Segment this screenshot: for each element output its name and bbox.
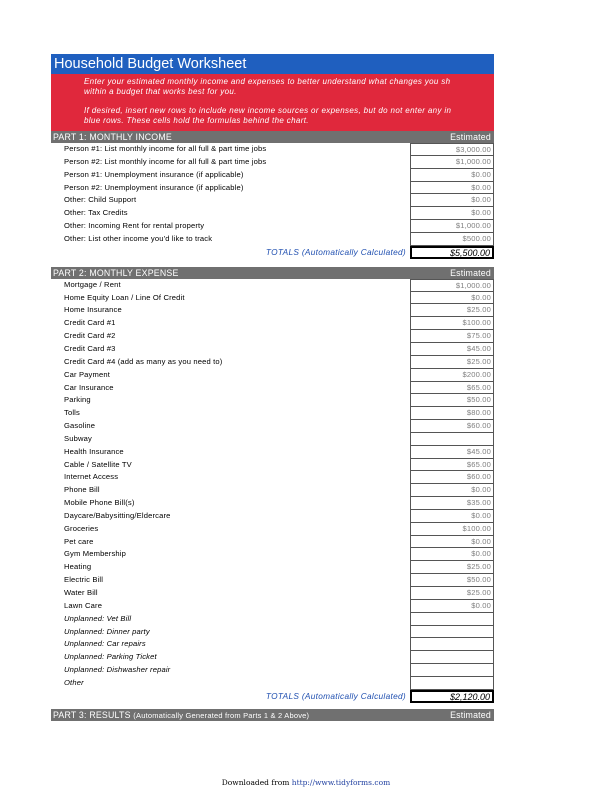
income-item-label: Person #1: Unemployment insurance (if applicable) bbox=[64, 169, 244, 179]
expense-row bbox=[51, 382, 494, 395]
expense-row bbox=[51, 304, 494, 317]
expense-item-label: Credit Card #2 bbox=[64, 331, 116, 341]
income-item-label: Other: Child Support bbox=[64, 195, 137, 205]
expense-item-label: Unplanned: Dinner party bbox=[64, 626, 150, 636]
income-estimated-cell[interactable]: $0.00 bbox=[410, 182, 494, 195]
expense-item-label: Other bbox=[64, 677, 84, 687]
expense-row bbox=[51, 536, 494, 549]
income-row bbox=[51, 143, 494, 156]
expense-estimated-cell[interactable]: $0.00 bbox=[410, 484, 494, 497]
expense-row bbox=[51, 330, 494, 343]
expense-row bbox=[51, 459, 494, 472]
expense-item-label: Tolls bbox=[64, 408, 80, 418]
expense-row bbox=[51, 664, 494, 677]
part2-label: PART 2: MONTHLY EXPENSE bbox=[53, 267, 179, 278]
footer-link[interactable]: http://www.tidyforms.com bbox=[291, 778, 391, 787]
income-row bbox=[51, 233, 494, 246]
income-item-label: Other: Tax Credits bbox=[64, 208, 128, 218]
expense-item-label: Daycare/Babysitting/Eldercare bbox=[64, 510, 171, 520]
expense-estimated-cell[interactable] bbox=[410, 626, 494, 639]
expense-estimated-cell[interactable]: $35.00 bbox=[410, 497, 494, 510]
footer-prefix: Downloaded from bbox=[221, 778, 290, 787]
expense-item-label: Parking bbox=[64, 395, 91, 405]
expense-row bbox=[51, 510, 494, 523]
expense-total-row bbox=[51, 690, 494, 703]
expense-estimated-cell[interactable]: $60.00 bbox=[410, 420, 494, 433]
part3-estimated-header: Estimated bbox=[450, 709, 491, 720]
expense-row bbox=[51, 343, 494, 356]
expense-item-label: Gasoline bbox=[64, 421, 96, 431]
expense-row bbox=[51, 600, 494, 613]
expense-row bbox=[51, 394, 494, 407]
expense-estimated-cell[interactable]: $75.00 bbox=[410, 330, 494, 343]
expense-total-value: $2,120.00 bbox=[410, 690, 494, 703]
part3-sublabel: (Automatically Generated from Parts 1 & 2 Above) bbox=[133, 710, 310, 720]
expense-item-label: Credit Card #4 (add as many as you need to) bbox=[64, 356, 223, 366]
expense-item-label: Home Insurance bbox=[64, 305, 122, 315]
income-estimated-cell[interactable]: $0.00 bbox=[410, 207, 494, 220]
expense-row bbox=[51, 433, 494, 446]
expense-item-label: Health Insurance bbox=[64, 446, 124, 456]
income-row bbox=[51, 220, 494, 233]
expense-estimated-cell[interactable]: $0.00 bbox=[410, 548, 494, 561]
income-row bbox=[51, 169, 494, 182]
expense-row bbox=[51, 356, 494, 369]
expense-estimated-cell[interactable]: $45.00 bbox=[410, 446, 494, 459]
expense-row bbox=[51, 369, 494, 382]
expense-row bbox=[51, 484, 494, 497]
expense-estimated-cell[interactable] bbox=[410, 613, 494, 626]
part2-estimated-header: Estimated bbox=[450, 267, 491, 278]
expense-item-label: Unplanned: Vet Bill bbox=[64, 613, 132, 623]
expense-estimated-cell[interactable]: $0.00 bbox=[410, 510, 494, 523]
expense-estimated-cell[interactable] bbox=[410, 651, 494, 664]
expense-item-label: Credit Card #3 bbox=[64, 343, 116, 353]
expense-item-label: Electric Bill bbox=[64, 575, 104, 585]
expense-item-label: Car Insurance bbox=[64, 382, 114, 392]
expense-estimated-cell[interactable]: $200.00 bbox=[410, 369, 494, 382]
instructions-line-4: blue rows. These cells hold the formulas behind the chart. bbox=[84, 116, 309, 125]
instructions-box bbox=[51, 74, 494, 131]
expense-estimated-cell[interactable]: $100.00 bbox=[410, 523, 494, 536]
expense-estimated-cell[interactable]: $1,000.00 bbox=[410, 279, 494, 292]
expense-item-label: Pet care bbox=[64, 536, 94, 546]
income-total-row bbox=[51, 246, 494, 259]
expense-row bbox=[51, 497, 494, 510]
expense-estimated-cell[interactable]: $65.00 bbox=[410, 382, 494, 395]
expense-rows bbox=[51, 279, 494, 690]
expense-row bbox=[51, 677, 494, 690]
expense-estimated-cell[interactable]: $0.00 bbox=[410, 600, 494, 613]
income-row bbox=[51, 194, 494, 207]
expense-row bbox=[51, 638, 494, 651]
income-rows bbox=[51, 143, 494, 246]
expense-item-label: Internet Access bbox=[64, 472, 119, 482]
part2-header bbox=[51, 267, 494, 279]
expense-item-label: Unplanned: Parking Ticket bbox=[64, 652, 157, 662]
income-estimated-cell[interactable]: $1,000.00 bbox=[410, 156, 494, 169]
expense-estimated-cell[interactable] bbox=[410, 664, 494, 677]
expense-estimated-cell[interactable] bbox=[410, 677, 494, 690]
expense-row bbox=[51, 651, 494, 664]
income-item-label: Other: Incoming Rent for rental property bbox=[64, 221, 205, 231]
footer bbox=[0, 778, 612, 787]
expense-row bbox=[51, 446, 494, 459]
income-item-label: Person #2: List monthly income for all full & part time jobs bbox=[64, 156, 267, 166]
expense-row bbox=[51, 548, 494, 561]
expense-row bbox=[51, 561, 494, 574]
expense-row bbox=[51, 587, 494, 600]
part1-label: PART 1: MONTHLY INCOME bbox=[53, 132, 172, 142]
part3-label-wrap bbox=[53, 709, 309, 722]
expense-item-label: Unplanned: Dishwasher repair bbox=[64, 665, 171, 675]
expense-row bbox=[51, 407, 494, 420]
part3-header bbox=[51, 709, 494, 721]
expense-item-label: Credit Card #1 bbox=[64, 318, 116, 328]
expense-item-label: Mobile Phone Bill(s) bbox=[64, 498, 135, 508]
income-total-value: $5,500.00 bbox=[410, 246, 494, 259]
expense-estimated-cell[interactable]: $45.00 bbox=[410, 343, 494, 356]
expense-item-label: Cable / Satellite TV bbox=[64, 459, 132, 469]
income-estimated-cell[interactable]: $0.00 bbox=[410, 169, 494, 182]
expense-estimated-cell[interactable]: $25.00 bbox=[410, 561, 494, 574]
expense-item-label: Home Equity Loan / Line Of Credit bbox=[64, 292, 185, 302]
expense-estimated-cell[interactable]: $50.00 bbox=[410, 574, 494, 587]
expense-row bbox=[51, 613, 494, 626]
budget-worksheet bbox=[51, 54, 494, 721]
part1-header bbox=[51, 131, 494, 143]
expense-row bbox=[51, 523, 494, 536]
expense-row bbox=[51, 626, 494, 639]
income-row bbox=[51, 182, 494, 195]
expense-estimated-cell[interactable] bbox=[410, 638, 494, 651]
income-item-label: Person #1: List monthly income for all full & part time jobs bbox=[64, 144, 267, 153]
expense-row bbox=[51, 317, 494, 330]
expense-item-label: Lawn Care bbox=[64, 600, 103, 610]
income-row bbox=[51, 207, 494, 220]
income-total-label: TOTALS (Automatically Calculated) bbox=[265, 246, 406, 257]
instructions-line-2: within a budget that works best for you. bbox=[84, 87, 237, 96]
worksheet-title: Household Budget Worksheet bbox=[51, 54, 494, 74]
expense-item-label: Subway bbox=[64, 433, 92, 443]
expense-item-label: Unplanned: Car repairs bbox=[64, 639, 146, 649]
expense-estimated-cell[interactable]: $65.00 bbox=[410, 459, 494, 472]
expense-item-label: Water Bill bbox=[64, 588, 98, 597]
part3-label: PART 3: RESULTS bbox=[53, 709, 131, 720]
expense-estimated-cell[interactable]: $60.00 bbox=[410, 471, 494, 484]
income-item-label: Other: List other income you'd like to track bbox=[64, 233, 213, 243]
income-row bbox=[51, 156, 494, 169]
expense-estimated-cell[interactable]: $25.00 bbox=[410, 587, 494, 600]
expense-estimated-cell[interactable]: $50.00 bbox=[410, 394, 494, 407]
expense-total-label: TOTALS (Automatically Calculated) bbox=[265, 690, 406, 701]
expense-row bbox=[51, 279, 494, 292]
expense-estimated-cell[interactable]: $25.00 bbox=[410, 356, 494, 369]
instructions-line-3: If desired, insert new rows to include new income sources or expenses, but do not enter any in bbox=[84, 106, 452, 115]
expense-item-label: Car Payment bbox=[64, 369, 110, 379]
income-estimated-cell[interactable]: $1,000.00 bbox=[410, 220, 494, 233]
part1-estimated-header: Estimated bbox=[450, 132, 491, 142]
expense-estimated-cell[interactable]: $25.00 bbox=[410, 304, 494, 317]
income-item-label: Person #2: Unemployment insurance (if applicable) bbox=[64, 182, 244, 192]
expense-estimated-cell[interactable]: $100.00 bbox=[410, 317, 494, 330]
income-estimated-cell[interactable]: $0.00 bbox=[410, 194, 494, 207]
expense-estimated-cell[interactable] bbox=[410, 433, 494, 446]
expense-row bbox=[51, 471, 494, 484]
expense-estimated-cell[interactable]: $80.00 bbox=[410, 407, 494, 420]
expense-estimated-cell[interactable]: $0.00 bbox=[410, 292, 494, 305]
expense-item-label: Groceries bbox=[64, 523, 99, 533]
income-estimated-cell[interactable]: $500.00 bbox=[410, 233, 494, 246]
instructions-line-1: Enter your estimated monthly income and expenses to better understand what changes you sh bbox=[84, 77, 451, 86]
expense-row bbox=[51, 292, 494, 305]
expense-estimated-cell[interactable]: $0.00 bbox=[410, 536, 494, 549]
expense-row bbox=[51, 574, 494, 587]
expense-item-label: Phone Bill bbox=[64, 485, 100, 495]
expense-item-label: Gym Membership bbox=[64, 549, 127, 559]
income-estimated-cell[interactable]: $3,000.00 bbox=[410, 143, 494, 156]
expense-row bbox=[51, 420, 494, 433]
expense-item-label: Mortgage / Rent bbox=[64, 279, 121, 289]
expense-item-label: Heating bbox=[64, 562, 92, 572]
